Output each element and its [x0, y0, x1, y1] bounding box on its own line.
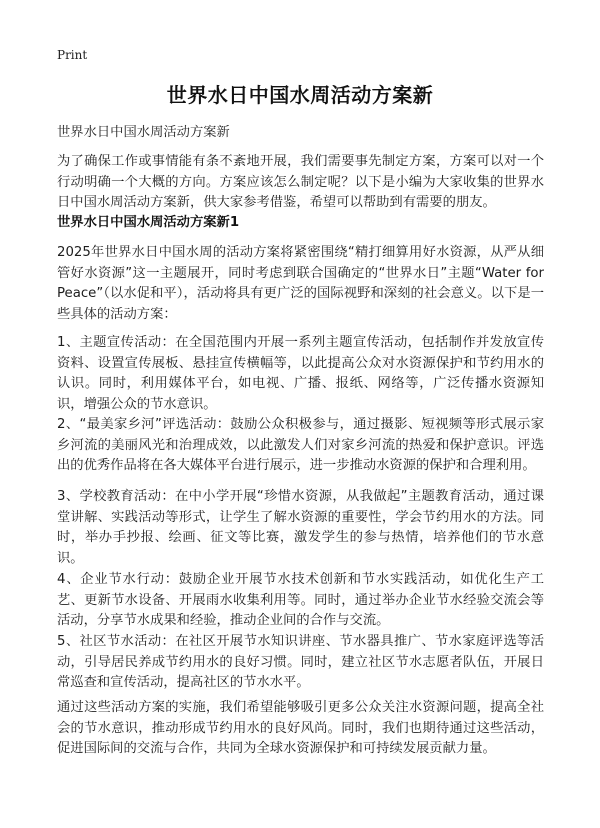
activity-item-2: 2、“最美家乡河”评选活动：鼓励公众积极参与，通过摄影、短视频等形式展示家乡河流的美丽风光和治理成效，以此激发人们对家乡河流的热爱和保护意识。评选出的优秀作品将在各大媒体平台进行展示，进一步推动水资源的保护和合理利用。 [57, 417, 544, 473]
activity-item-4: 4、企业节水行动：鼓励企业开展节水技术创新和节水实践活动，如优化生产工艺、更新节水设备、开展雨水收集利用等。同时，通过举办企业节水经验交流会等活动，分享节水成果和经验，推动企业间的合作与交流。 [57, 572, 544, 628]
section-heading: 世界水日中国水周活动方案新1 [57, 215, 240, 230]
intro-paragraph: 为了确保工作或事情能有条不紊地开展，我们需要事先制定方案，方案可以对一个行动明确一个大概的方向。方案应该怎么制定呢？以下是小编为大家收集的世界水日中国水周活动方案新，供大家参考借鉴，希望可以帮助到有需要的朋友。 [57, 154, 544, 210]
page-title: 世界水日中国水周活动方案新 [166, 83, 434, 107]
print-link[interactable]: Print [57, 48, 88, 62]
closing-paragraph: 通过这些活动方案的实施，我们希望能够吸引更多公众关注水资源问题，提高全社会的节水意识，推动形成节约用水的良好风尚。同时，我们也期待通过这些活动，促进国际间的交流与合作，共同为全球水资源保护和可持续发展贡献力量。 [57, 700, 544, 756]
activity-item-1: 1、主题宣传活动：在全国范围内开展一系列主题宣传活动，包括制作并发放宣传资料、设置宣传展板、悬挂宣传横幅等，以此提高公众对水资源保护和节约用水的认识。同时，利用媒体平台，如电视、广播、报纸、网络等，广泛传播水资源知识，增强公众的节水意识。 [57, 335, 544, 412]
activity-item-3: 3、学校教育活动：在中小学开展“珍惜水资源，从我做起”主题教育活动，通过课堂讲解、实践活动等形式，让学生了解水资源的重要性，学会节约用水的方法。同时，举办手抄报、绘画、征文等比赛，激发学生的参与热情，培养他们的节水意识。 [57, 489, 544, 566]
document-subtitle: 世界水日中国水周活动方案新 [57, 125, 230, 140]
overview-paragraph: 2025年世界水日中国水周的活动方案将紧密围绕“精打细算用好水资源，从严从细管好水资源”这一主题展开，同时考虑到联合国确定的“世界水日”主题“Water for Peace”（以水促和平），活动将具有更广泛的国际视野和深刻的社会意义。以下是一些具体的活动方案： [57, 245, 544, 322]
activity-item-5: 5、社区节水活动：在社区开展节水知识讲座、节水器具推广、节水家庭评选等活动，引导居民养成节约用水的良好习惯。同时，建立社区节水志愿者队伍，开展日常巡查和宣传活动，提高社区的节水水平。 [57, 634, 544, 690]
